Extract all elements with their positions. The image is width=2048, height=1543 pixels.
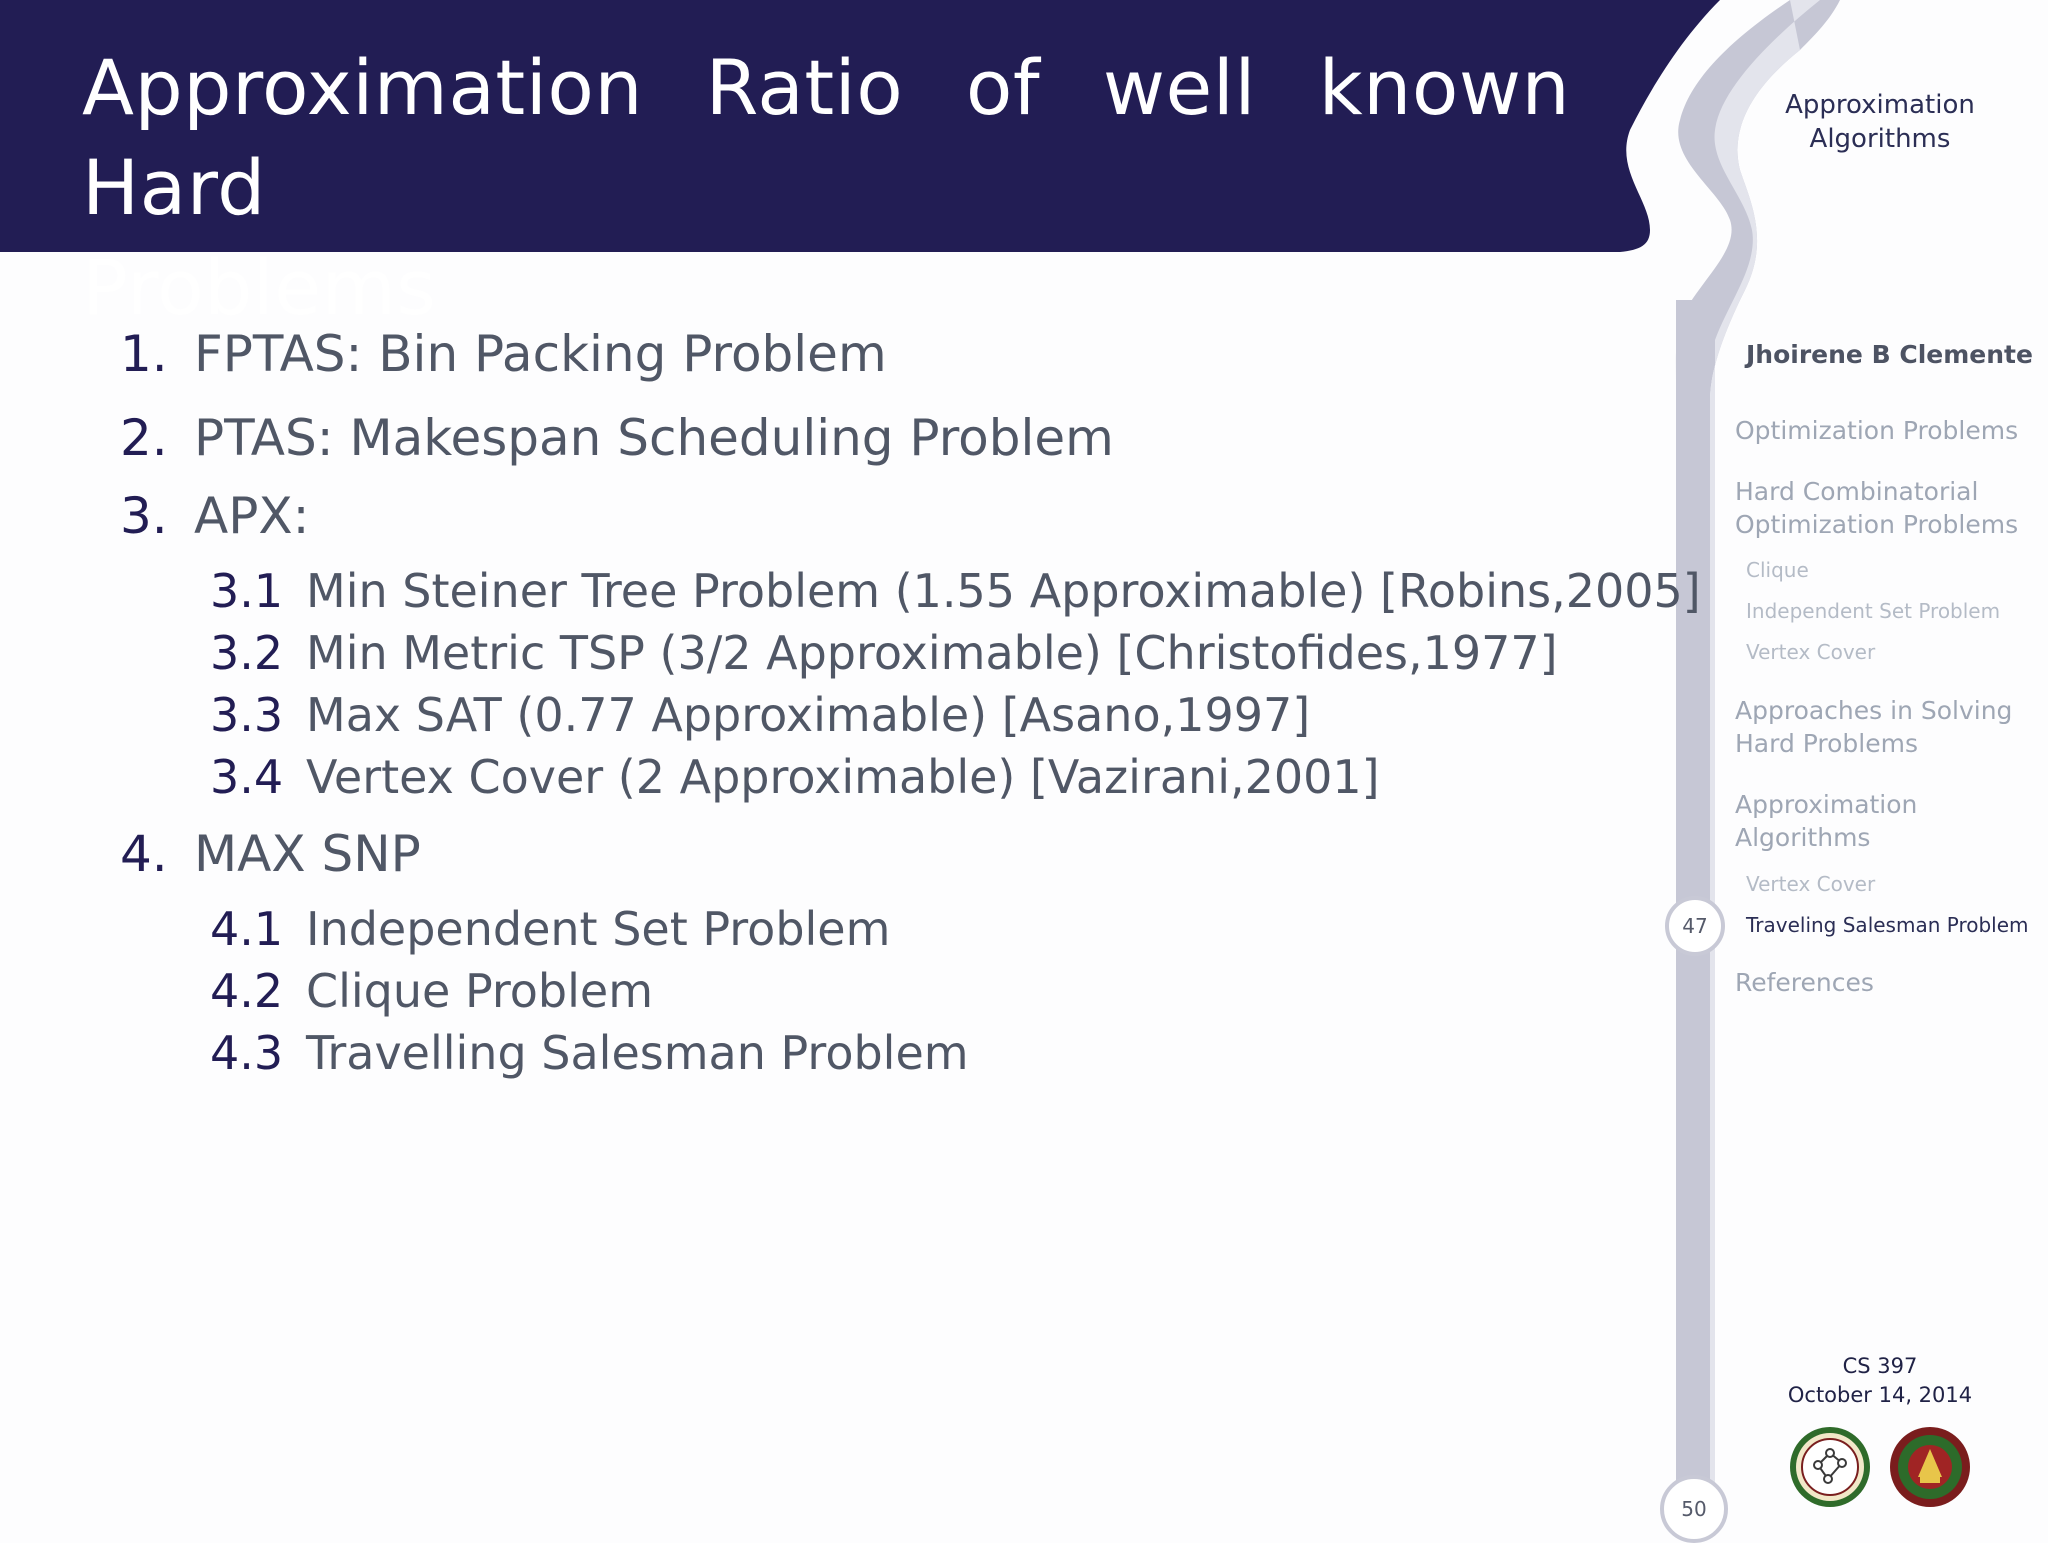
course-label: CS 397: [1842, 1354, 1918, 1378]
list-item: [120, 824, 421, 884]
sub-item-number: 3.3: [210, 688, 284, 742]
nav-subsection-vertex-cover[interactable]: Vertex Cover: [1746, 640, 1876, 664]
sub-item-text: Travelling Salesman Problem: [306, 1026, 969, 1080]
nav-section-approaches-line2[interactable]: Hard Problems: [1735, 729, 1919, 758]
nav-section-hard-combinatorial-line2[interactable]: Optimization Problems: [1735, 510, 2019, 539]
sub-list-item: [210, 749, 1380, 805]
date-label: October 14, 2014: [1787, 1383, 1973, 1407]
sidebar-author: Jhoirene B Clemente: [1746, 340, 2033, 369]
list-item-number: 3.: [120, 487, 168, 545]
list-item-number: 4.: [120, 825, 168, 883]
nav-section-approximation-line1[interactable]: Approximation: [1735, 790, 1918, 819]
sub-item-text: Clique Problem: [306, 964, 654, 1018]
nav-section-hard-combinatorial-line1[interactable]: Hard Combinatorial: [1735, 477, 1979, 506]
sub-list-item: [210, 563, 1701, 619]
sidebar-title-line1: Approximation: [1785, 90, 1975, 120]
list-item: [120, 486, 309, 546]
list-item-number: 1.: [120, 325, 168, 383]
slide-title: [82, 38, 1582, 338]
list-item-text: MAX SNP: [194, 825, 421, 883]
nav-section-approaches-line1[interactable]: Approaches in Solving: [1735, 696, 2013, 725]
sub-item-number: 3.2: [210, 626, 284, 680]
sub-list-item: [210, 901, 890, 957]
nav-section-references[interactable]: References: [1735, 968, 1874, 997]
sub-item-text: Max SAT (0.77 Approximable) [Asano,1997]: [306, 688, 1311, 742]
current-page-badge[interactable]: 47: [1665, 896, 1725, 956]
list-item-text: APX:: [194, 487, 310, 545]
slide-title-line1: Approximation Ratio of well known Hard: [82, 43, 1571, 232]
total-pages-badge[interactable]: 50: [1660, 1475, 1728, 1543]
sub-list-item: [210, 687, 1310, 743]
nav-subsection-tsp-active[interactable]: Traveling Salesman Problem: [1746, 913, 2029, 937]
nav-subsection-independent-set[interactable]: Independent Set Problem: [1746, 599, 2001, 623]
dcs-logo: [1788, 1425, 1872, 1509]
sub-list-item: [210, 625, 1558, 681]
sub-item-text: Vertex Cover (2 Approximable) [Vazirani,2001]: [306, 750, 1380, 804]
slide-title-line2: Problems: [82, 243, 437, 332]
sub-item-text: Min Steiner Tree Problem (1.55 Approximable) [Robins,2005]: [306, 564, 1701, 618]
list-item-text: PTAS: Makespan Scheduling Problem: [194, 409, 1114, 467]
list-item: [120, 324, 887, 384]
sub-list-item: [210, 963, 653, 1019]
sidebar-swoosh-light: [1710, 0, 1820, 1536]
sidebar-title[interactable]: [1680, 88, 2048, 156]
sub-item-number: 4.2: [210, 964, 284, 1018]
sub-item-number: 4.3: [210, 1026, 284, 1080]
sub-list-item: [210, 1025, 969, 1081]
nav-section-optimization-problems[interactable]: Optimization Problems: [1735, 416, 2019, 445]
list-item-number: 2.: [120, 409, 168, 467]
sidebar-title-line2: Algorithms: [1809, 124, 1951, 154]
sub-item-number: 4.1: [210, 902, 284, 956]
sub-item-number: 3.4: [210, 750, 284, 804]
sub-item-text: Independent Set Problem: [306, 902, 891, 956]
sub-item-number: 3.1: [210, 564, 284, 618]
up-seal-logo: [1888, 1425, 1972, 1509]
nav-subsection-vertex-cover-2[interactable]: Vertex Cover: [1746, 872, 1876, 896]
list-item: [120, 408, 1114, 468]
sub-item-text: Min Metric TSP (3/2 Approximable) [Christofides,1977]: [306, 626, 1558, 680]
list-item-text: FPTAS: Bin Packing Problem: [194, 325, 887, 383]
nav-subsection-clique[interactable]: Clique: [1746, 558, 1809, 582]
nav-section-approximation-line2[interactable]: Algorithms: [1735, 823, 1871, 852]
